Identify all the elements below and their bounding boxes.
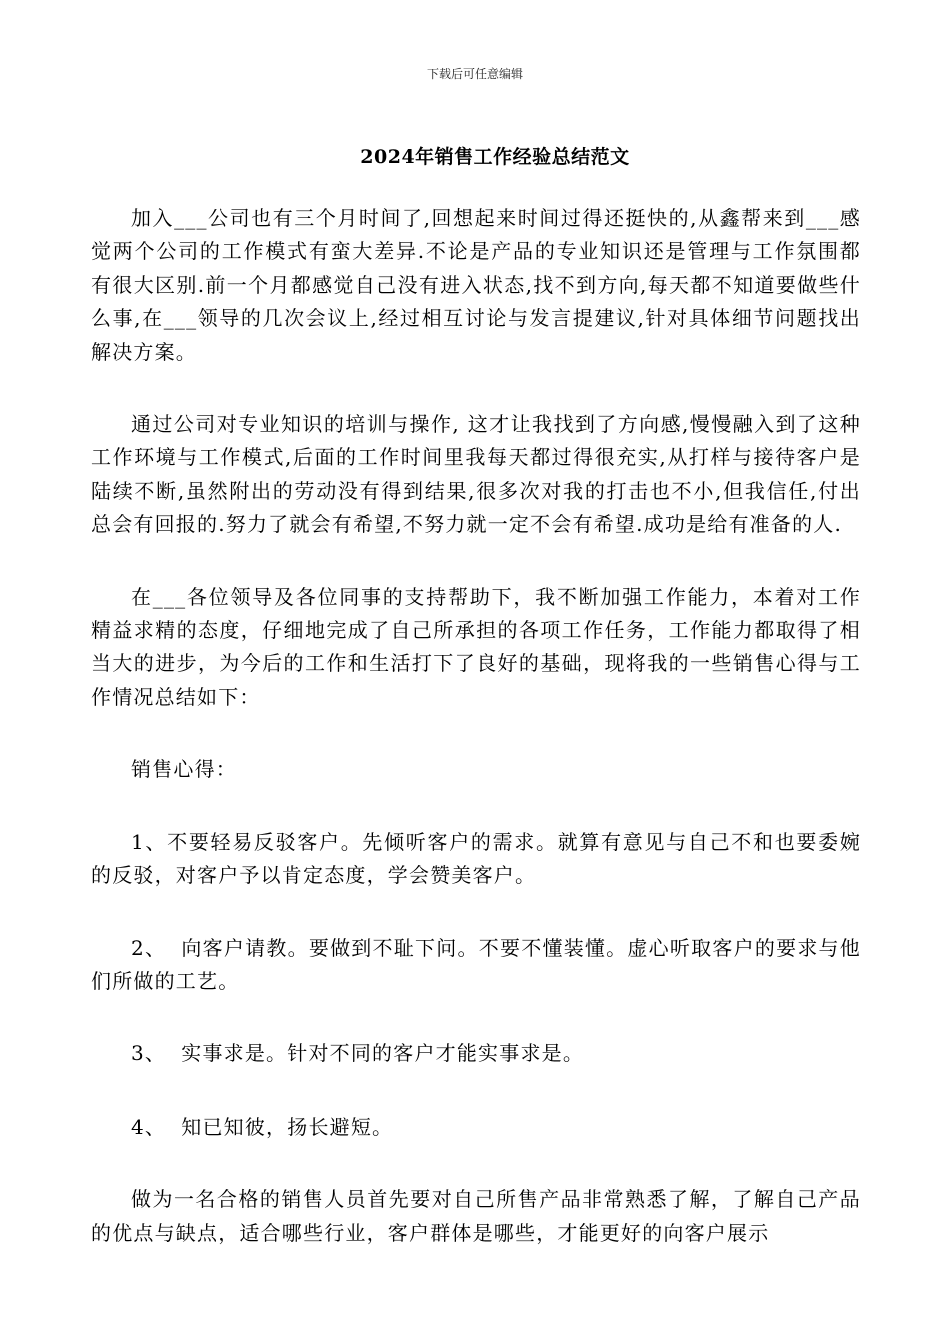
paragraph: 在___各位领导及各位同事的支持帮助下，我不断加强工作能力，本着对工作精益求精的态度，仔细地完成了自己所承担的各项工作任务，工作能力都取得了相当大的进步，为今后的工作和生活打下了良好的基础，现将我的一些销售心得与工作情况总结如下： [91, 584, 861, 709]
list-item: 1、不要轻易反驳客户。先倾听客户的需求。就算有意见与自己不和也要委婉的反驳，对客户予以肯定态度，学会赞美客户。 [91, 829, 861, 888]
header-note: 下载后可任意编辑 [426, 67, 523, 81]
document-title: 2024年销售工作经验总结范文 [360, 146, 630, 168]
paragraph: 做为一名合格的销售人员首先要对自己所售产品非常熟悉了解，了解自己产品的优点与缺点，适合哪些行业，客户群体是哪些，才能更好的向客户展示 [91, 1187, 861, 1245]
section-heading: 销售心得： [131, 757, 237, 782]
list-item: 3、 实事求是。针对不同的客户才能实事求是。 [131, 1041, 585, 1066]
paragraph: 通过公司对专业知识的培训与操作, 这才让我找到了方向感,慢慢融入到了这种工作环境与工作模式,后面的工作时间里我每天都过得很充实,从打样与接待客户是陆续不断,虽然附出的劳动没有得到结果,很多次对我的打击也不小,但我信任,付出总会有回报的.努力了就会有希望,不努力就一定不会有希望.成功是给有准备的人. [91, 412, 861, 537]
paragraph: 加入___公司也有三个月时间了,回想起来时间过得还挺快的,从鑫帮来到___感觉两个公司的工作模式有蛮大差异.不论是产品的专业知识还是管理与工作氛围都有很大区别.前一个月都感觉自己没有进入状态,找不到方向,每天都不知道要做些什么事,在___领导的几次会议上,经过相互讨论与发言提建议,针对具体细节问题找出解决方案。 [91, 206, 861, 364]
document-body [91, 202, 861, 1250]
list-item: 2、 向客户请教。要做到不耻下问。不要不懂装懂。虚心听取客户的要求与他们所做的工艺。 [91, 935, 861, 993]
list-item: 4、 知已知彼，扬长避短。 [131, 1114, 394, 1139]
